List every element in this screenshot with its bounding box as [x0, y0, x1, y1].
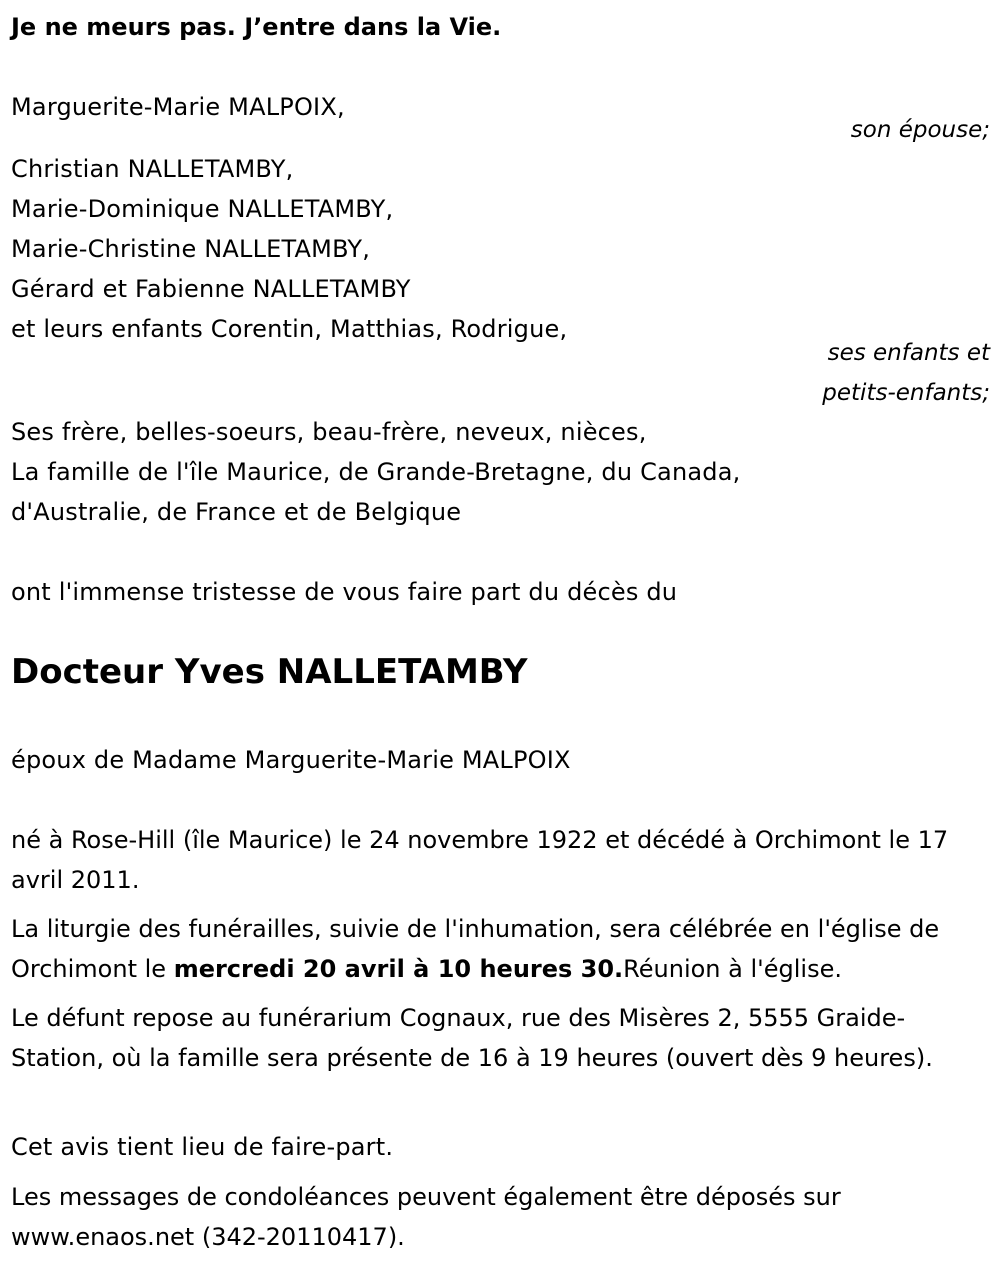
liturgy-text: La liturgie des funérailles, suivie de l'inhumation, sera célébrée en l'église de Orchimont le — [11, 915, 940, 983]
list-item: Ses frère, belles-soeurs, beau-frère, neveux, nièces, — [11, 418, 647, 446]
motto: Je ne meurs pas. J’entre dans la Vie. — [11, 13, 502, 41]
spouse-name — [11, 87, 345, 127]
extended-family — [11, 412, 740, 532]
notice: Cet avis tient lieu de faire-part. — [11, 1133, 394, 1161]
list-item: Marie-Dominique NALLETAMBY, — [11, 195, 394, 223]
deceased-name: Docteur Yves NALLETAMBY — [11, 652, 528, 692]
list-item: Christian NALLETAMBY, — [11, 155, 294, 183]
spouse-of: époux de Madame Marguerite-Marie MALPOIX — [11, 746, 571, 774]
announcement: ont l'immense tristesse de vous faire part du décès du — [11, 578, 678, 606]
birth-death: né à Rose-Hill (île Maurice) le 24 novembre 1922 et décédé à Orchimont le 17 avril 2011. — [11, 826, 949, 894]
list-item: d'Australie, de France et de Belgique — [11, 498, 462, 526]
liturgy — [11, 909, 996, 989]
liturgy-meeting: Réunion à l'église. — [623, 955, 842, 983]
list-item: Gérard et Fabienne NALLETAMBY — [11, 275, 411, 303]
repose: Le défunt repose au funérarium Cognaux, rue des Misères 2, 5555 Graide-Station, où la famille sera présente de 16 à 19 heures (ouvert dès 9 heures). — [11, 1004, 933, 1072]
list-item: La famille de l'île Maurice, de Grande-Bretagne, du Canada, — [11, 458, 741, 486]
children-list — [11, 149, 567, 349]
liturgy-date: mercredi 20 avril à 10 heures 30. — [173, 955, 624, 983]
children-role-line1: ses enfants et — [827, 340, 990, 366]
list-item: Marie-Christine NALLETAMBY, — [11, 235, 371, 263]
children-role-line2: petits-enfants; — [822, 380, 990, 406]
condolences: Les messages de condoléances peuvent également être déposés sur www.enaos.net (342-20110417). — [11, 1183, 841, 1251]
list-item: et leurs enfants Corentin, Matthias, Rodrigue, — [11, 315, 568, 343]
spouse-role: son épouse; — [850, 117, 990, 143]
spouse-name-text: Marguerite-Marie MALPOIX, — [11, 93, 345, 121]
